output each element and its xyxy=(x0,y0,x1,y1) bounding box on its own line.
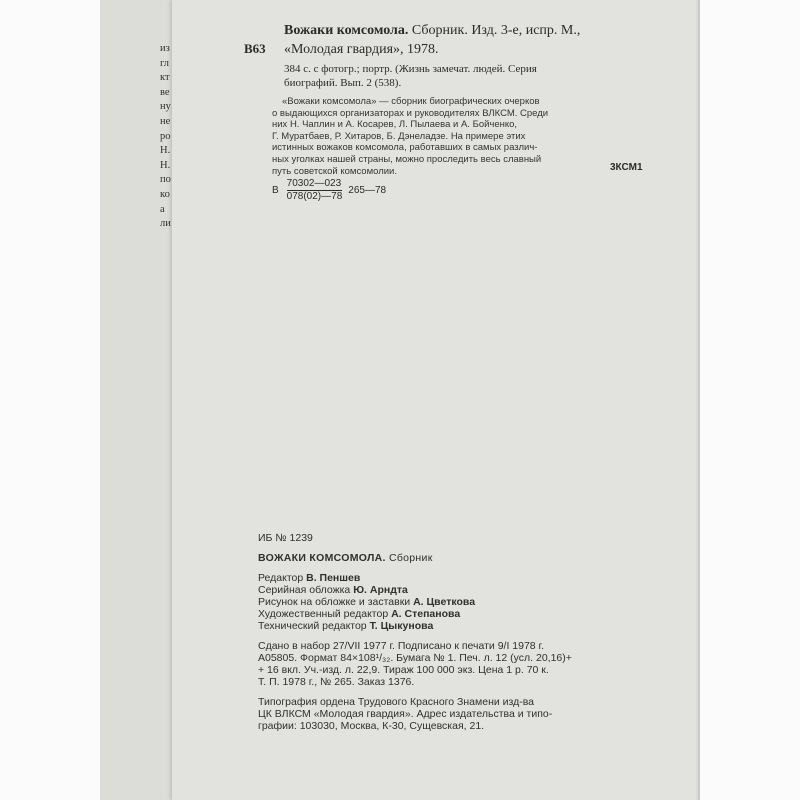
catalog-title-rest: Сборник. Изд. 3-е, испр. М., xyxy=(411,23,581,38)
strip-line: ли xyxy=(160,218,171,230)
strip-line: а xyxy=(160,203,165,215)
strip-line: по xyxy=(160,174,171,186)
printer-line: графии: 103030, Москва, К-30, Сущевская, 21. xyxy=(258,720,485,732)
strip-line: не xyxy=(160,115,171,127)
colophon-title-bold: ВОЖАКИ КОМСОМОЛА. xyxy=(258,552,386,564)
credit-name: А. Цветкова xyxy=(413,596,476,608)
annotation-line: Г. Муратбаев, Р. Хитаров, Б. Дэнеладзе. На примере этих xyxy=(272,130,526,142)
catalog-publisher: «Молодая гвардия», 1978. xyxy=(284,42,439,57)
ib-number: ИБ № 1239 xyxy=(258,532,313,544)
catalog-publisher-row xyxy=(244,40,664,59)
annotation-line: «Вожаки комсомола» — сборник биографических очерков xyxy=(282,96,540,107)
strip-line: кт xyxy=(160,72,170,84)
colophon-title xyxy=(258,552,668,564)
formula-prefix: В xyxy=(272,185,279,196)
formula-fraction xyxy=(287,178,343,203)
meta-line: биографий. Вып. 2 (538). xyxy=(284,77,402,89)
catalog-meta xyxy=(284,62,660,90)
catalog-card-header xyxy=(244,22,664,59)
annotation xyxy=(272,96,660,177)
printer-line: ЦК ВЛКСМ «Молодая гвардия». Адрес издательства и типо- xyxy=(258,708,553,720)
credit-name: Ю. Арндта xyxy=(353,584,408,596)
strip-line: ве xyxy=(160,86,170,98)
strip-line: из xyxy=(160,43,170,54)
credit-name: В. Пеншев xyxy=(306,572,361,584)
formula-denominator: 078(02)—78 xyxy=(286,191,343,202)
print-line: + 16 вкл. Уч.-изд. л. 22,9. Тираж 100 000 экз. Цена 1 р. 70 к. xyxy=(258,664,549,676)
credit-line: Серийная обложка Ю. Арндта xyxy=(258,584,408,596)
formula-suffix: 265—78 xyxy=(348,185,387,196)
catalog-title-bold: Вожаки комсомола. xyxy=(284,23,409,38)
credit-name: А. Степанова xyxy=(391,608,461,620)
strip-line: Н. xyxy=(160,159,171,171)
credit-line: Художественный редактор А. Степанова xyxy=(258,608,461,620)
colophon xyxy=(258,532,668,732)
strip-line: ну xyxy=(160,101,171,113)
formula-numerator: 70302—023 xyxy=(286,178,342,189)
colophon-title-sub: Сборник xyxy=(388,552,433,564)
catalog-formula xyxy=(272,178,386,203)
printer-line: Типография ордена Трудового Красного Знамени изд-ва xyxy=(258,696,535,708)
print-line: Т. П. 1978 г., № 265. Заказ 1376. xyxy=(258,676,415,688)
strip-line: гл xyxy=(160,57,170,69)
annotation-line: ных уголках нашей страны, можно проследить весь славный xyxy=(272,153,542,165)
credit-name: Т. Цыкунова xyxy=(369,620,434,632)
strip-line: ро xyxy=(160,130,171,142)
print-line: Сдано в набор 27/VII 1977 г. Подписано к печати 9/I 1978 г. xyxy=(258,640,545,652)
strip-line: Н. xyxy=(160,145,171,157)
annotation-line: них Н. Чаплин и А. Косарев, Л. Пылаева и А. Бойченко, xyxy=(272,119,518,131)
annotation-line: путь советской комсомолии. xyxy=(272,165,397,177)
credit-line: Технический редактор Т. Цыкунова xyxy=(258,620,434,632)
strip-line: ко xyxy=(160,188,170,200)
annotation-line: о выдающихся организаторах и руководителях ВЛКСМ. Среди xyxy=(272,107,549,119)
catalog-code: В63 xyxy=(244,41,266,56)
credit-line: Рисунок на обложке и заставки А. Цветкова xyxy=(258,596,476,608)
credit-line: Редактор В. Пеншев xyxy=(258,572,361,584)
classification-code: 3КСМ1 xyxy=(610,162,643,173)
catalog-title-row xyxy=(244,22,664,40)
annotation-line: истинных вожаков комсомола, работавших в самых различ- xyxy=(272,142,538,154)
meta-line: 384 с. с фотогр.; портр. (Жизнь замечат. людей. Серия xyxy=(284,63,537,75)
print-line: А05805. Формат 84×108¹/₃₂. Бумага № 1. Печ. л. 12 (усл. 20,16)+ xyxy=(258,652,572,664)
